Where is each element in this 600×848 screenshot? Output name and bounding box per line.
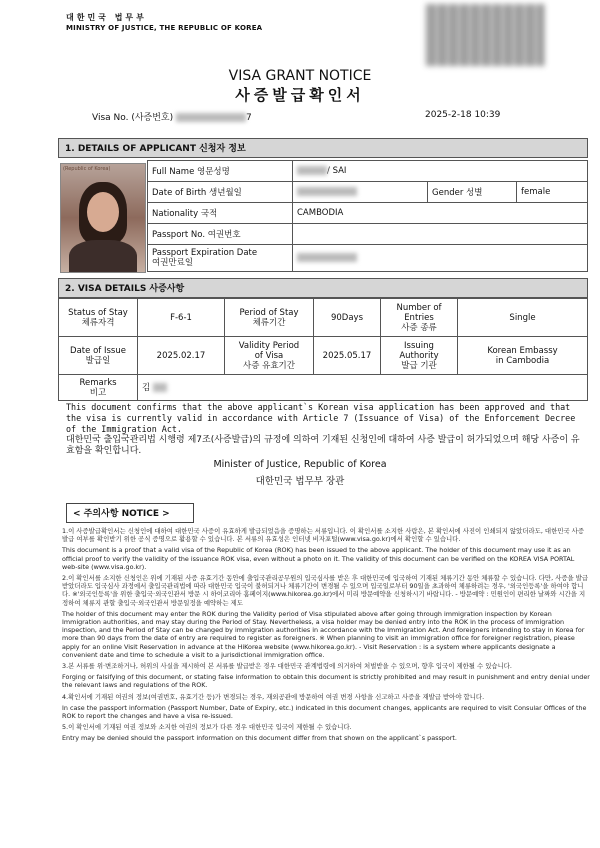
full-name-label: Full Name 영문성명 xyxy=(148,161,293,182)
notice-item: This document is a proof that a valid visa of the Republic of Korea (ROK) has been issued to the above applicant. The holder of this document may use it as an official proof to verify the validity of the issuance ROK visa, even without a photo on it. The validity of this document can be verified on the KOREA VISA PORTAL web-site (www.visa.go.kr). xyxy=(62,546,575,571)
notice-item: 2.이 확인서를 소지한 신청인은 위에 기재된 사증 유효기간 동안에 출입국관리공무원의 입국심사를 받은 후 대한민국에 입국하여 기재된 체류기간 동안 체류할 수 있습니다. 다만, 사증을 발급받았더라도 입국심사 과정에서 출입국관리법에 따라 대한민국 입국이 불허되거나 체류기간이 변경될 수 있으며 입국일로부터 90일을 초과하여 체류하려는 경우, '외국인등록'을 하여야 합니다. ※'외국인등록'을 위한 출입국·외국인관서 방문 시 하이코리아 홈페이지(www.hikorea.go.kr)에서 미리 방문예약을 신청하시기 바랍니다. - 방문예약 : 민원인이 편리한 날짜와 시간을 지정하여 체류지 관할 출입국·외국인관서 방문일정을 예약하는 제도 xyxy=(62,574,589,607)
remarks-value: 김 xyxy=(138,375,588,401)
validity-label: Validity Period of Visa 사증 유효기간 xyxy=(225,337,314,375)
ministry-name-en: MINISTRY OF JUSTICE, THE REPUBLIC OF KOREA xyxy=(66,24,263,32)
notice-item: 3.본 서류를 위·변조하거나, 허위의 사실을 제시하여 본 서류를 발급받은 경우 대한민국 관계법령에 의거하여 처벌받을 수 있으며, 향후 입국이 제한될 수 있습니다. xyxy=(62,662,512,671)
signer-en: Minister of Justice, Republic of Korea xyxy=(213,459,387,470)
nationality-value: CAMBODIA xyxy=(293,203,588,224)
visa-number xyxy=(92,110,252,123)
applicant-photo xyxy=(60,163,146,273)
validity-value: 2025.05.17 xyxy=(314,337,381,375)
authority-label: Issuing Authority 발급 기관 xyxy=(381,337,458,375)
passport-expiration-label: Passport Expiration Date 여권만료일 xyxy=(148,245,293,272)
notice-item: In case the passport information (Passport Number, Date of Expiry, etc.) indicated in this document changes, applicants are required to visit Consular Offices of the ROK to report the changes and have a visa re-issued. xyxy=(62,703,587,721)
notice-list xyxy=(62,527,590,746)
period-value: 90Days xyxy=(314,299,381,337)
notice-item: The holder of this document may enter the ROK during the Validity period of Visa stipulated above after going through immigration inspection by Korean Immigration authorities, and may stay during the Period of Stay. Nevertheless, a visa holder may be denied entry into the ROK in the process of immigration inspection, and the Period of Stay can be changed by immigration authorities in accordance with the Immigration Act. And foreigners intending to stay in Korea for more than 90 days from the date of entry are required to register as foreigners. ※ When planning to visit an immigration office for foreigner registration, please apply for an online Visit Reservation in advance at the HiKorea website (www.hikorea.go.kr). - Visit Reservation : is a system where applicants designate a convenient date and time to schedule a visit to a jurisdictional immigration office. xyxy=(62,609,585,659)
remarks-label: Remarks 비고 xyxy=(59,375,138,401)
gender-label: Gender 성별 xyxy=(428,182,517,203)
passport-expiration-value-redacted xyxy=(293,245,588,272)
notice-item: 5.이 확인서에 기재된 여권 정보와 소지한 여권의 정보가 다른 경우 대한민국 입국이 제한될 수 있습니다. xyxy=(62,723,352,732)
issue-date-label: Date of Issue 발급일 xyxy=(59,337,138,375)
document-title-ko: 사증발급확인서 xyxy=(235,86,365,104)
notice-item: 1.이 사증발급확인서는 신청인에 대하여 대한민국 사증이 유효하게 발급되었음을 증명하는 서류입니다. 이 확인서를 소지한 사람은, 본 확인서에 사진이 인쇄되지 않았더라도, 대한민국 사증발급 여부를 확인받기 위한 공식 증명으로 활용할 수 있습니다. 본 서류의 유효성은 인터넷 비자포털(www.visa.go.kr)에서 확인할 수 있습니다. xyxy=(62,527,584,544)
passport-value-redacted xyxy=(293,224,588,245)
entries-value: Single xyxy=(458,299,588,337)
issued-timestamp: 2025-2-18 10:39 xyxy=(425,110,501,120)
entries-label: Number of Entries 사증 종류 xyxy=(381,299,458,337)
document-title-en: VISA GRANT NOTICE xyxy=(228,68,372,84)
status-value: F-6-1 xyxy=(138,299,225,337)
full-name-value: / SAI xyxy=(293,161,588,182)
notice-item: Forging or falsifying of this document, or stating false information to obtain this document is strictly prohibited and may result in punishment and entry denial under the relevant laws and regulations of the ROK. xyxy=(62,673,590,690)
notice-heading: < 주의사항 NOTICE > xyxy=(66,503,194,523)
authority-value: Korean Embassy in Cambodia xyxy=(458,337,588,375)
ministry-name-ko: 대한민국 법무부 xyxy=(66,13,147,22)
dob-value-redacted xyxy=(293,182,428,203)
qr-code-blurred xyxy=(426,4,544,66)
signer-ko: 대한민국 법무부 장관 xyxy=(255,476,345,487)
gender-value: female xyxy=(517,182,588,203)
notice-item: Entry may be denied should the passport information on this document differ from that shown on the applicant`s passport. xyxy=(62,734,457,743)
confirmation-text-en: This document confirms that the above applicant`s Korean visa application has been approved and that the visa is currently valid in accordance with Article 7 (Issuance of Visa) of the Enforcement Decree of the Immigration Act. xyxy=(66,402,576,434)
visa-section-header: 2. VISA DETAILS 사증사항 xyxy=(58,278,588,298)
visa-details-table xyxy=(58,298,588,401)
dob-label: Date of Birth 생년월일 xyxy=(148,182,293,203)
photo-caption: (Republic of Korea) xyxy=(63,166,111,172)
applicant-table xyxy=(147,160,588,272)
confirmation-text-ko: 대한민국 출입국관리법 시행령 제7조(사증발급)의 규정에 의하여 기재된 신청인에 대하여 사증 발급이 허가되었으며 해당 사증이 유효함을 확인합니다. xyxy=(66,435,580,456)
passport-label: Passport No. 여권번호 xyxy=(148,224,293,245)
visa-number-label: Visa No. (사증번호) xyxy=(92,113,174,123)
notice-item: 4.확인서에 기재된 여권의 정보(여권번호, 유효기간 등)가 변경되는 경우, 재외공관에 방문하여 여권 변경 사항을 신고하고 사증을 재발급 받아야 합니다. xyxy=(62,692,485,701)
issue-date-value: 2025.02.17 xyxy=(138,337,225,375)
visa-number-redacted xyxy=(176,113,246,122)
nationality-label: Nationality 국적 xyxy=(148,203,293,224)
period-label: Period of Stay 체류기간 xyxy=(225,299,314,337)
visa-number-suffix: 7 xyxy=(246,113,252,123)
applicant-section-header: 1. DETAILS OF APPLICANT 신청자 정보 xyxy=(58,138,588,158)
status-label: Status of Stay 체류자격 xyxy=(59,299,138,337)
